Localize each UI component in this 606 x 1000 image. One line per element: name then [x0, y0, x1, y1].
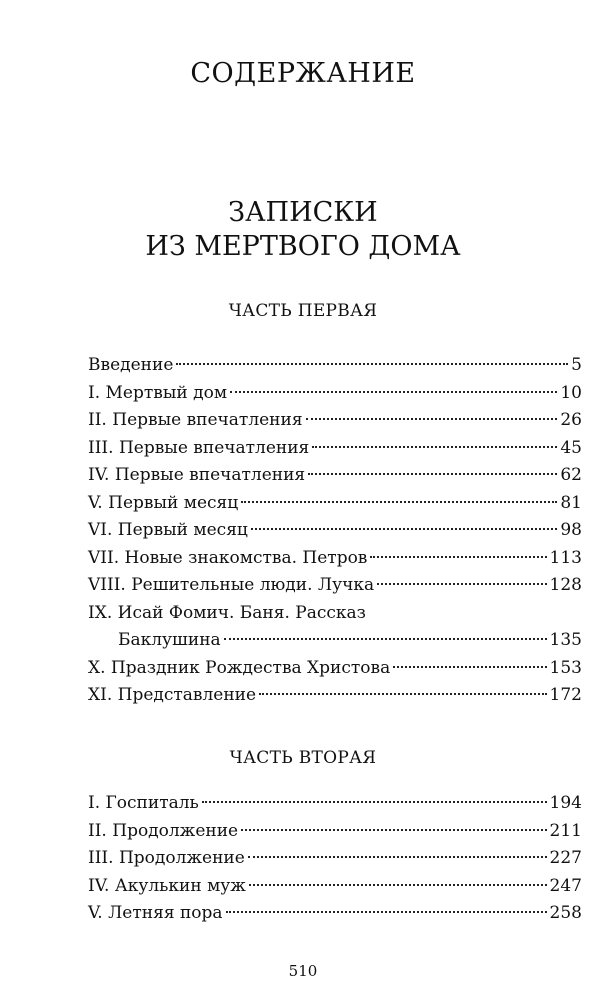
- toc-entry-title: I. Госпиталь: [88, 793, 199, 813]
- dot-leader: [176, 363, 568, 365]
- toc-entry-title: III. Первые впечатления: [88, 437, 310, 458]
- toc-entry-page: 45: [560, 437, 582, 458]
- dot-leader: [393, 666, 546, 668]
- toc-entry-page: 247: [549, 875, 582, 896]
- toc-entry-page: 26: [560, 410, 582, 430]
- toc-entry-page: 172: [549, 685, 582, 705]
- toc-entry-page: 258: [549, 903, 582, 923]
- dot-leader: [306, 418, 558, 420]
- toc-entry-title: IV. Первые впечатления: [88, 465, 306, 485]
- dot-leader: [259, 693, 546, 695]
- toc-entry-title: V. Первый месяц: [88, 492, 239, 513]
- toc-entry-line: [88, 600, 582, 628]
- toc-entry-page: 128: [549, 575, 582, 595]
- dot-leader: [241, 501, 557, 503]
- toc-entry-title: II. Первые впечатления: [88, 410, 303, 430]
- toc-entry-title: Введение: [88, 355, 174, 375]
- dot-leader: [312, 446, 557, 448]
- toc-entry-page: 81: [560, 492, 582, 513]
- dot-leader: [308, 473, 557, 475]
- toc-entry: [88, 818, 582, 846]
- part-two-heading: ЧАСТЬ ВТОРАЯ: [229, 748, 377, 768]
- toc-entry: [88, 845, 582, 873]
- toc-entry-title: III. Продолжение: [88, 848, 245, 868]
- toc-entry: [88, 462, 582, 490]
- toc-entry-page: 211: [549, 820, 582, 841]
- toc-entry-title: VI. Первый месяц: [88, 520, 248, 540]
- dot-leader: [251, 528, 557, 530]
- toc-entry-page: 98: [560, 520, 582, 540]
- toc-entry-title: I. Мертвый дом: [88, 382, 228, 403]
- dot-leader: [249, 884, 547, 886]
- toc-entry: [88, 900, 582, 928]
- toc-entry: [88, 352, 582, 380]
- toc-entry-page: 10: [560, 382, 582, 403]
- toc-entry-page: 227: [549, 848, 582, 868]
- dot-leader: [224, 638, 547, 640]
- toc-entry: [88, 407, 582, 435]
- part-one-heading: ЧАСТЬ ПЕРВАЯ: [228, 301, 378, 321]
- dot-leader: [202, 801, 547, 803]
- dot-leader: [226, 911, 547, 913]
- toc-entry: [88, 655, 582, 683]
- toc-entry-page: 153: [549, 657, 582, 678]
- toc-entry: [88, 600, 582, 655]
- toc-entry: [88, 572, 582, 600]
- toc-entry-page: 62: [560, 465, 582, 485]
- part-one-toc: [88, 352, 582, 710]
- toc-entry: [88, 517, 582, 545]
- work-title: [0, 196, 606, 264]
- dot-leader: [230, 391, 557, 393]
- toc-entry-page: 135: [549, 630, 582, 650]
- toc-entry-title: VII. Новые знакомства. Петров: [88, 547, 368, 568]
- toc-entry-title: X. Праздник Рождества Христова: [88, 657, 391, 678]
- toc-entry-title: IX. Исай Фомич. Баня. Рассказ: [88, 602, 366, 623]
- contents-title: СОДЕРЖАНИЕ: [190, 58, 416, 89]
- toc-entry: [88, 380, 582, 408]
- toc-entry: [88, 682, 582, 710]
- toc-entry-page: 194: [549, 793, 582, 813]
- dot-leader: [370, 556, 546, 558]
- dot-leader: [248, 856, 547, 858]
- dot-leader: [377, 583, 546, 585]
- part-two-toc: [88, 790, 582, 928]
- toc-entry-title: VIII. Решительные люди. Лучка: [88, 575, 375, 595]
- toc-entry-title: V. Летняя пора: [88, 903, 223, 923]
- toc-entry-title: IV. Акулькин муж: [88, 875, 246, 896]
- page-number: 510: [288, 962, 318, 980]
- toc-entry-line: [88, 627, 582, 655]
- toc-entry-title: II. Продолжение: [88, 820, 239, 841]
- toc-entry-title: XI. Представление: [88, 685, 257, 705]
- toc-entry: [88, 490, 582, 518]
- toc-entry: [88, 545, 582, 573]
- dot-leader: [241, 829, 546, 831]
- toc-entry-title-continued: Баклушина: [118, 630, 221, 650]
- work-title-line-2: ИЗ МЕРТВОГО ДОМА: [145, 231, 461, 262]
- toc-entry-page: 113: [549, 547, 582, 568]
- toc-entry: [88, 435, 582, 463]
- toc-entry-page: 5: [571, 355, 582, 375]
- toc-entry: [88, 790, 582, 818]
- work-title-line-1: ЗАПИСКИ: [228, 197, 378, 228]
- toc-entry: [88, 873, 582, 901]
